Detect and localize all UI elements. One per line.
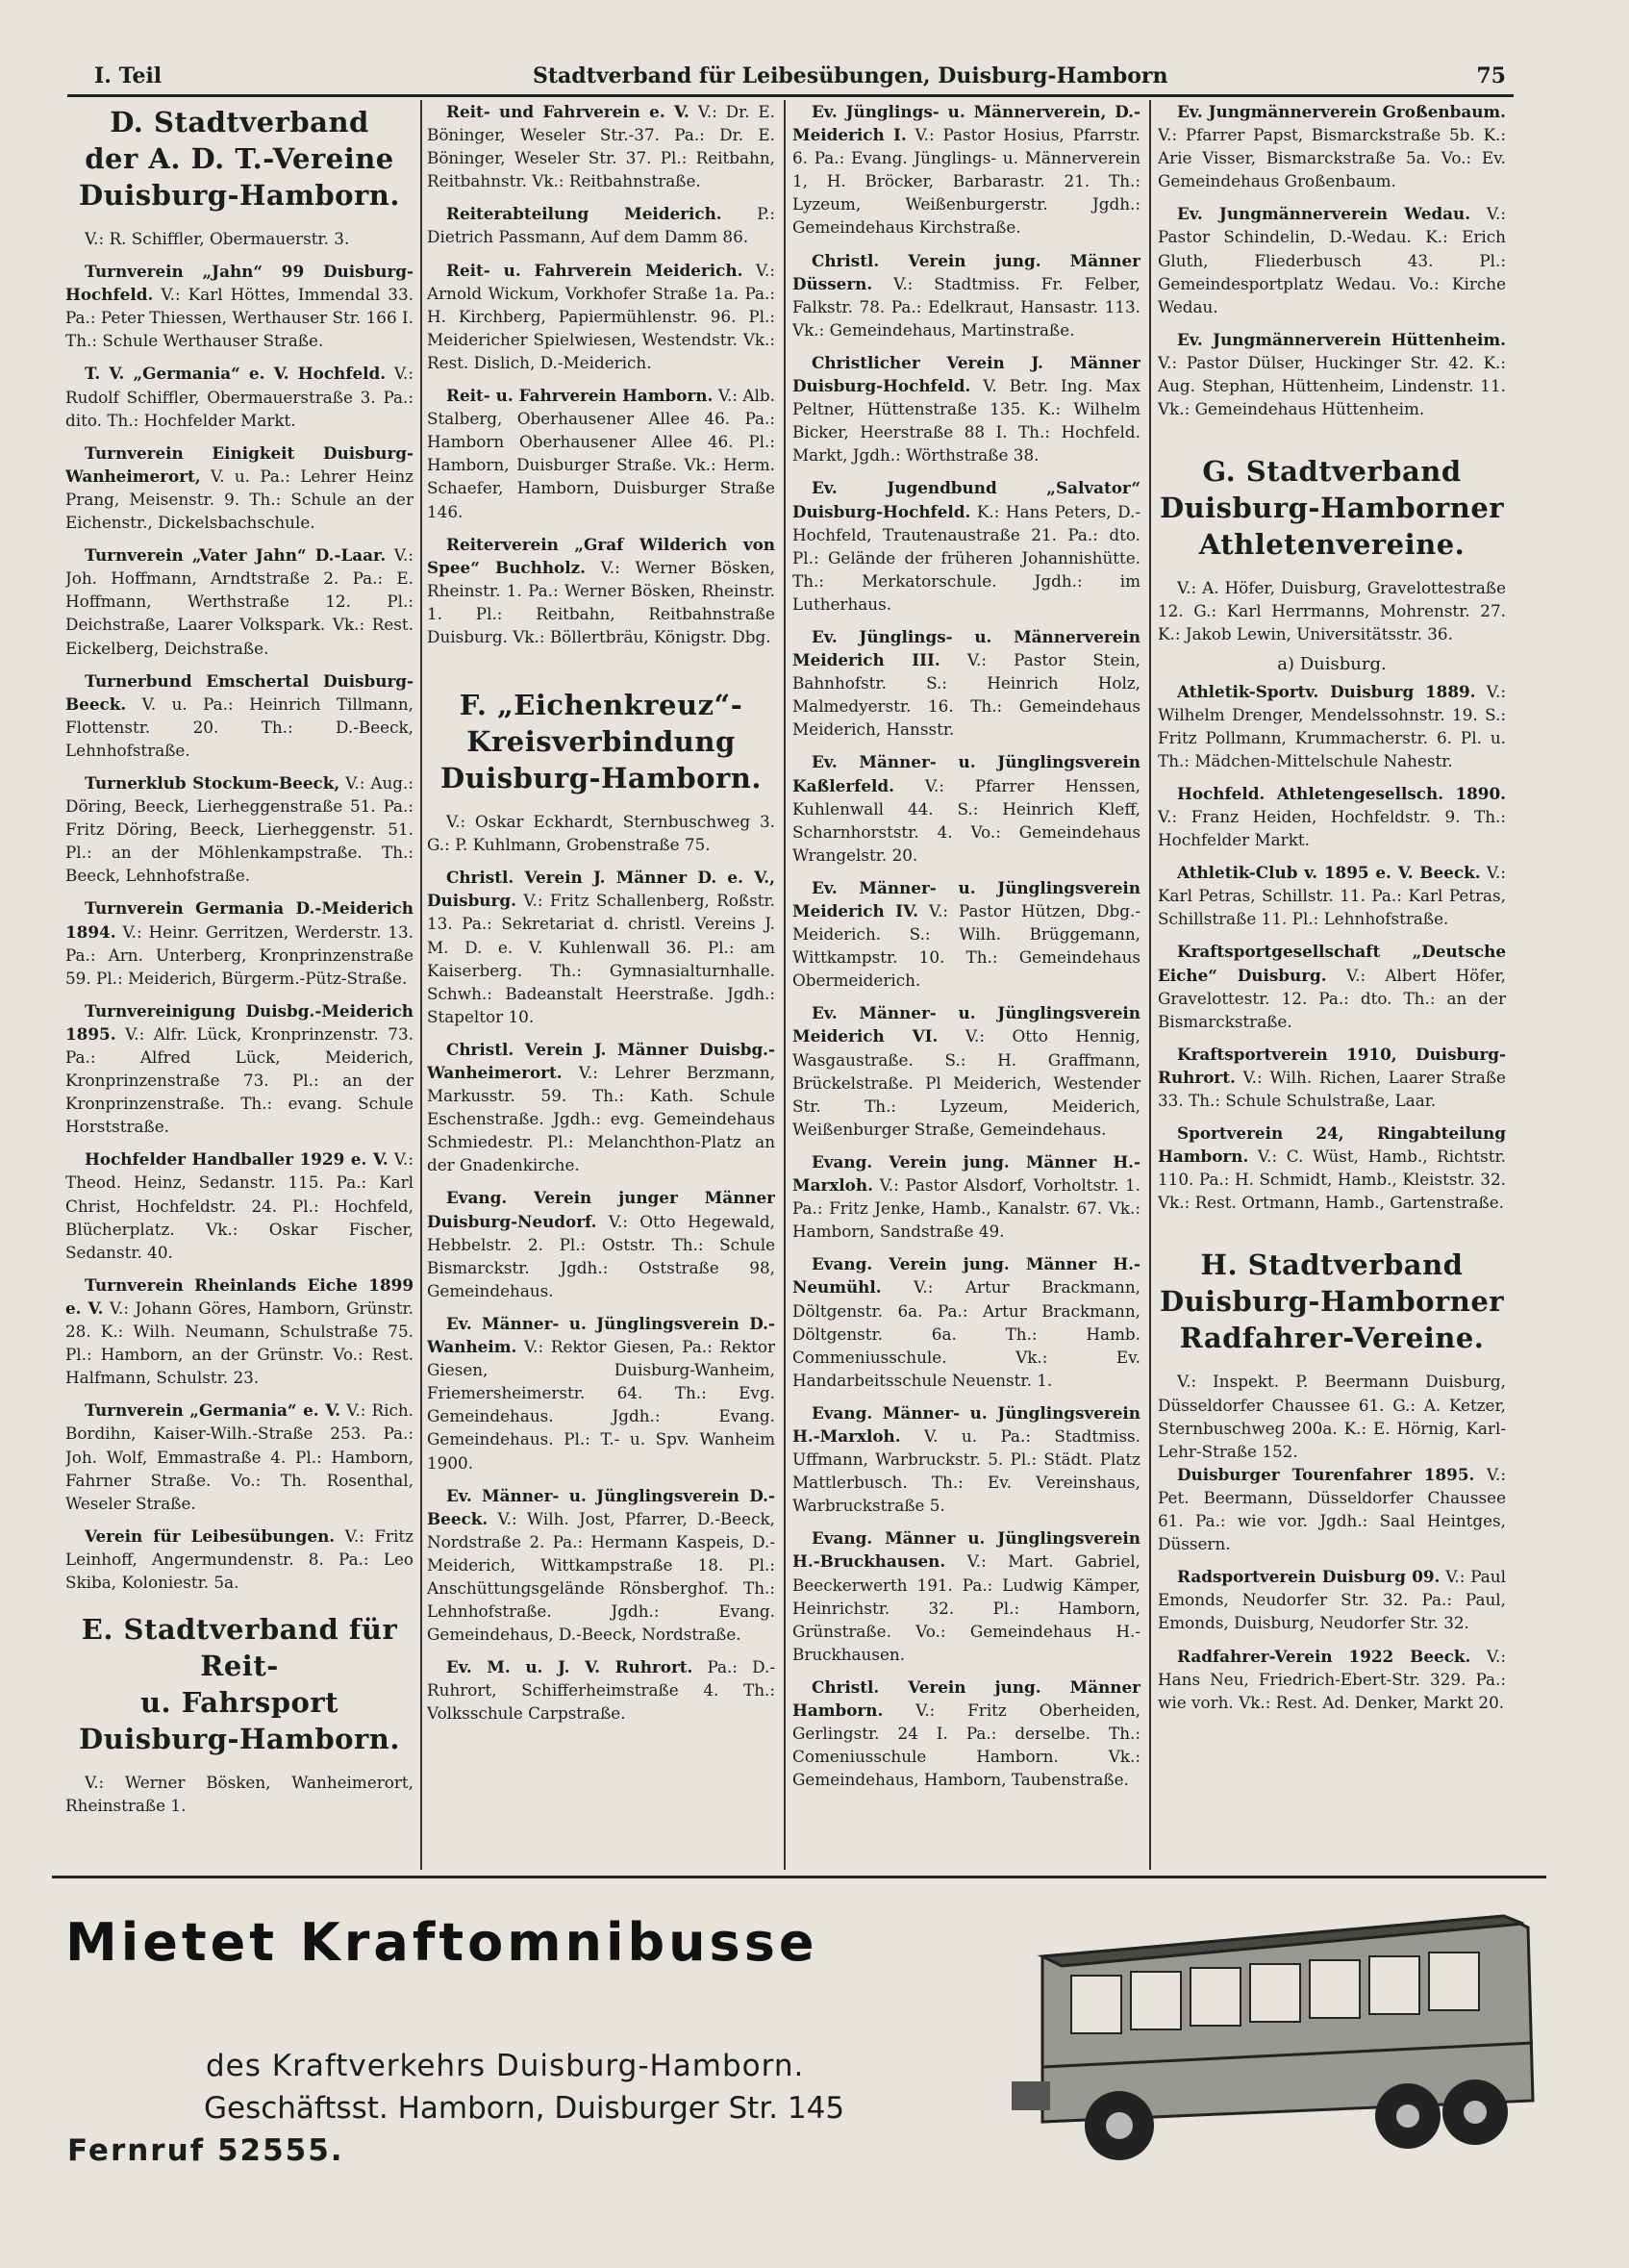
club-details: V.: Pastor Dülser, Huckinger Str. 42. K.: Aug. Stephan, Hüttenheim, Lindenstr. 11. Vk.: Gemeindehaus Hüttenheim. xyxy=(1158,352,1506,419)
section-heading-d xyxy=(65,104,414,214)
ad-title: Mietet Kraftomnibusse xyxy=(65,1912,818,1973)
club-details: V.: Pet. Beermann, Düsseldorfer Chaussee 61. Pa.: wie vor. Jgdh.: Saal Heintges, Düssern. xyxy=(1158,1464,1506,1554)
entry xyxy=(1158,100,1506,192)
club-name: Christl. Verein jung. Männer Hamborn. xyxy=(792,1676,1140,1720)
club-name: Verein für Leibesübungen. xyxy=(85,1525,336,1546)
club-name: Hochfelder Handballer 1929 e. V. xyxy=(85,1149,388,1170)
entry xyxy=(1158,1645,1506,1714)
club-name: Evang. Männer u. Jünglingsverein H.-Bruckhausen. xyxy=(792,1528,1140,1572)
club-details: V.: Rudolf Schiffler, Obermauerstraße 3. Pa.: dito. Th.: Hochfelder Markt. xyxy=(65,364,414,430)
entry xyxy=(427,384,775,523)
club-name: Radsportverein Duisburg 09. xyxy=(1177,1567,1441,1587)
entry xyxy=(427,810,775,856)
club-name: Turnerklub Stockum-Beeck, xyxy=(85,772,340,793)
club-name: Ev. Jungmännerverein Großenbaum. xyxy=(1177,102,1506,121)
club-name: Reit- u. Fahrverein Hamborn. xyxy=(446,386,714,406)
club-name: Hochfeld. Athletengesellsch. 1890. xyxy=(1177,783,1506,803)
club-name: Ev. Jünglings- u. Männerverein Meiderich III. xyxy=(792,626,1140,670)
club-name: Evang. Männer- u. Jünglingsverein H.-Marxloh. xyxy=(792,1402,1140,1446)
club-details: V.: Dr. E. Böninger, Weseler Str.-37. Pa.: Dr. E. Böninger, Weseler Str. 37. Pl.: Reitbahn, Reitbahnstr. Vk.: Reitbahnstraße. xyxy=(427,102,775,191)
club-name: Athletik-Sportv. Duisburg 1889. xyxy=(1177,681,1476,701)
club-name: Kraftsportgesellschaft „Deutsche Eiche“ Duisburg. xyxy=(1158,942,1506,985)
entry xyxy=(427,1038,775,1177)
entry xyxy=(427,866,775,1028)
club-name: Turnerbund Emschertal Duisburg-Beeck. xyxy=(65,670,414,714)
club-details: V.: Otto Hegewald, Hebbelstr. 2. Pl.: Oststr. Th.: Schule Bismarckstr. Jgdh.: Oststraße 98, Gemeindehaus. xyxy=(427,1211,775,1300)
club-details: Pa.: D.-Ruhrort, Schifferheimstraße 4. Th.: Volksschule Carpstraße. xyxy=(427,1657,775,1724)
entry-list xyxy=(65,227,414,1594)
entry xyxy=(65,669,414,762)
club-details: V. u. Pa.: Heinrich Tillmann, Flottenstr. 20. Th.: D.-Beeck, Lehnhofstraße. xyxy=(65,693,414,760)
entry xyxy=(792,1676,1140,1791)
heading-line: der A. D. T.-Vereine xyxy=(85,142,394,175)
entry xyxy=(427,1312,775,1474)
club-details: V.: Wilhelm Drenger, Mendelssohnstr. 19. S.: Fritz Pollmann, Krummacherstr. 6. Pl. u. Th.: Mädchen-Mittelschule Nahestr. xyxy=(1158,681,1506,770)
club-details: V.: Johann Göres, Hamborn, Grünstr. 28. K.: Wilh. Neumann, Schulstraße 75. Pl.: Hamborn, an der Grünstr. Vo.: Rest. Halfmann, Schulstr. 23. xyxy=(65,1298,414,1388)
section-intro: V.: Inspekt. P. Beermann Duisburg, Düsseldorfer Chaussee 61. G.: A. Ketzer, Sternbuschweg 200a. K.: E. Hörnig, Karl-Lehr-Straße 152. xyxy=(1158,1372,1506,1461)
entry xyxy=(65,896,414,989)
entry xyxy=(792,625,1140,741)
column-divider xyxy=(1149,100,1151,1870)
club-details: V. u. Pa.: Stadtmiss. Uffmann, Warbruckstr. 5. Pl.: Städt. Platz Mattlerbusch. Th.: Ev. Vereinshaus, Warbruckstraße 5. xyxy=(792,1425,1140,1516)
club-details: V. u. Pa.: Lehrer Heinz Prang, Meisenstr. 9. Th.: Schule an der Eichenstr., Dickelsbachschule. xyxy=(65,466,414,533)
heading-line: Duisburg-Hamborner xyxy=(1159,491,1505,525)
club-details: V.: Stadtmiss. Fr. Felber, Falkstr. 78. Pa.: Edelkraut, Hansastr. 113. Vk.: Gemeindehaus, Martinstraße. xyxy=(792,273,1140,340)
entry xyxy=(427,1186,775,1301)
club-details: V.: Wilh. Richen, Laarer Straße 33. Th.: Schule Schulstraße, Laar. xyxy=(1158,1067,1506,1110)
club-name: Christlicher Verein J. Männer Duisburg-Hochfeld. xyxy=(792,352,1140,396)
club-name: Duisburger Tourenfahrer 1895. xyxy=(1177,1464,1475,1484)
club-details: P.: Dietrich Passmann, Auf dem Damm 86. xyxy=(427,204,775,247)
heading-line: u. Fahrsport xyxy=(139,1686,339,1720)
entry xyxy=(427,533,775,648)
column-4 xyxy=(1158,100,1506,1849)
heading-line: Radfahrer-Vereine. xyxy=(1179,1322,1485,1355)
ad-line: des Kraftverkehrs Duisburg-Hamborn. xyxy=(206,2049,805,2083)
entry xyxy=(65,543,414,659)
section-heading-f xyxy=(427,687,775,796)
entry xyxy=(1158,861,1506,930)
entry xyxy=(65,771,414,887)
club-name: Ev. Männer- u. Jünglingsverein Meiderich VI. xyxy=(792,1003,1140,1046)
club-details: V.: Rich. Bordihn, Kaiser-Wilh.-Straße 253. Pa.: Joh. Wolf, Emmastraße 4. Pl.: Hamborn, Fahrner Straße. Vo.: Th. Rosenthal, Weseler Straße. xyxy=(65,1400,414,1513)
page-number: 75 xyxy=(1476,63,1506,88)
ad-top-rule xyxy=(52,1876,1546,1878)
heading-line: Duisburg-Hamborner xyxy=(1159,1285,1505,1319)
entry xyxy=(1158,782,1506,851)
club-name: Turnverein Germania D.-Meiderich 1894. xyxy=(65,898,414,942)
club-name: Ev. Männer- u. Jünglingsverein D.-Wanheim. xyxy=(427,1313,775,1357)
club-details: V.: Karl Petras, Schillstr. 11. Pa.: Karl Petras, Schillstraße 11. Pl.: Lehnhofstraße. xyxy=(1158,863,1506,929)
club-details: V.: Wilh. Jost, Pfarrer, D.-Beeck, Nordstraße 2. Pa.: Hermann Kaspeis, D.-Meiderich, Wittkampstraße 18. Pl.: Anschüttungsgelände Rönsberghof. Th.: Lehnhofstraße. Jgdh.: Evang. Gemeindehaus, D.-Beeck, Nordstraße. xyxy=(427,1508,775,1645)
entry-list xyxy=(427,810,775,1725)
club-name: Kraftsportverein 1910, Duisburg-Ruhrort. xyxy=(1158,1044,1506,1087)
subheading: a) Duisburg. xyxy=(1277,653,1387,674)
club-name: Turnvereinigung Duisbg.-Meiderich 1895. xyxy=(65,1000,414,1044)
entry xyxy=(1158,940,1506,1032)
club-details: V.: Fritz Oberheiden, Gerlingstr. 24 I. Pa.: derselbe. Th.: Comeniusschule Hamborn. Vk.: Gemeindehaus, Hamborn, Taubenstraße. xyxy=(792,1701,1140,1790)
club-name: Radfahrer-Verein 1922 Beeck. xyxy=(1177,1646,1471,1666)
header-title: Stadtverband für Leibesübungen, Duisburg-Hamborn xyxy=(533,63,1168,88)
club-name: Christl. Verein J. Männer D. e. V., Duisburg. xyxy=(427,868,775,911)
header-rule xyxy=(67,94,1514,97)
ad-line: Geschäftsst. Hamborn, Duisburger Str. 145 xyxy=(204,2091,845,2126)
club-name: Reit- und Fahrverein e. V. xyxy=(446,102,689,121)
entry xyxy=(792,1526,1140,1666)
heading-line: G. Stadtverband xyxy=(1202,455,1462,489)
club-details: V.: Pastor Hosius, Pfarrstr. 6. Pa.: Evang. Jünglings- u. Männerverein 1, H. Bröcker, Barbarastr. 21. Th.: Lyzeum, Weißenburgerstr. Jgdh.: Gemeindehaus Kirchstraße. xyxy=(792,125,1140,238)
ad-phone: Fernruf 52555. xyxy=(67,2133,344,2168)
entry xyxy=(792,476,1140,616)
heading-line: E. Stadtverband für Reit- xyxy=(81,1613,398,1683)
entry xyxy=(65,1147,414,1263)
club-details: V.: Pastor Schindelin, D.-Wedau. K.: Erich Gluth, Fliederbusch 43. Pl.: Gemeindesportplatz Wedau. Vo.: Kirche Wedau. xyxy=(1158,204,1506,316)
club-details: V.: Rektor Giesen, Pa.: Rektor Giesen, Duisburg-Wanheim, Friemersheimerstr. 64. Th.: Evg. Gemeindehaus. Jgdh.: Evang. Gemeindehaus. Pl.: T.- u. Spv. Wanheim 1900. xyxy=(427,1337,775,1473)
entry xyxy=(792,351,1140,466)
club-name: Sportverein 24, Ringabteilung Hamborn. xyxy=(1158,1123,1506,1167)
entry xyxy=(65,1525,414,1594)
club-details: V.: Arnold Wickum, Vorkhofer Straße 1a. Pa.: H. Kirchberg, Papiermühlenstr. 96. Pl.: Meidericher Spielwiesen, Westendstr. Vk.: Rest. Dislich, D.-Meiderich. xyxy=(427,260,775,372)
entry xyxy=(792,1150,1140,1243)
column-1 xyxy=(65,100,414,1849)
column-3 xyxy=(792,100,1140,1849)
entry xyxy=(1158,1463,1506,1555)
club-name: Turnverein Rheinlands Eiche 1899 e. V. xyxy=(65,1274,414,1318)
entry xyxy=(1158,328,1506,420)
club-name: Evang. Verein junger Männer Duisburg-Neudorf. xyxy=(427,1188,775,1231)
entry xyxy=(427,100,775,192)
entry xyxy=(792,1252,1140,1392)
section-intro: V.: A. Höfer, Duisburg, Gravelottestraße 12. G.: Karl Herrmanns, Mohrenstr. 27. K.: Jakob Lewin, Universitätsstr. 36. xyxy=(1158,578,1506,644)
entry-list xyxy=(1158,1463,1506,1714)
entry xyxy=(792,876,1140,992)
section-intro: V.: Werner Bösken, Wanheimerort, Rheinstraße 1. xyxy=(65,1773,414,1816)
club-name: Evang. Verein jung. Männer H.-Marxloh. xyxy=(792,1151,1140,1196)
club-name: Ev. Männer- u. Jünglingsverein Meiderich IV. xyxy=(792,877,1140,920)
club-name: Turnverein „Vater Jahn“ D.-Laar. xyxy=(85,545,387,566)
section-heading-g xyxy=(1158,453,1506,563)
entry-list xyxy=(1158,100,1506,420)
entry xyxy=(65,999,414,1139)
club-name: Christl. Verein jung. Männer Düssern. xyxy=(792,250,1140,293)
club-details: V.: Albert Höfer, Gravelottestr. 12. Pa.: dto. Th.: an der Bismarckstraße. xyxy=(1158,965,1506,1031)
club-details: V.: Alfr. Lück, Kronprinzenstr. 73. Pa.: Alfred Lück, Meiderich, Kronprinzenstraße 73. Pl.: an der Kronprinzenstraße. Th.: evang. Schule Horststraße. xyxy=(65,1023,414,1137)
club-name: Athletik-Club v. 1895 e. V. Beeck. xyxy=(1177,863,1481,883)
club-details: V.: Fritz Leinhoff, Angermundenstr. 8. Pa.: Leo Skiba, Koloniestr. 5a. xyxy=(65,1525,414,1592)
club-details: V.: Mart. Gabriel, Beeckerwerth 191. Pa.: Ludwig Kämper, Heinrichstr. 32. Pl.: Hamborn, Grünstraße. Vo.: Gemeindehaus H.-Bruckhausen. xyxy=(792,1551,1140,1664)
club-name: T. V. „Germania“ e. V. Hochfeld. xyxy=(85,364,387,384)
club-name: Reiterabteilung Meiderich. xyxy=(446,204,722,224)
heading-line: Duisburg-Hamborn. xyxy=(79,179,400,212)
club-details: V.: Pfarrer Henssen, Kuhlenwall 44. S.: Heinrich Kleff, Scharnhorststr. 4. Vo.: Gemeindehaus Wrangelstr. 20. xyxy=(792,775,1140,865)
club-details: V.: Fritz Schallenberg, Roßstr. 13. Pa.: Sekretariat d. christl. Vereins J. M. D. e. V. Kuhlenwall 36. Pl.: am Kaiserberg. Th.: Gymnasialturnhalle. Schwh.: Badeanstalt Heerstraße. Jgdh.: Stapeltor 10. xyxy=(427,891,775,1026)
club-name: Ev. Jünglings- u. Männerverein, D.-Meiderich I. xyxy=(792,102,1140,145)
club-details: V.: C. Wüst, Hamb., Richtstr. 110. Pa.: H. Schmidt, Hamb., Kleiststr. 32. Vk.: Rest. Ortmann, Hamb., Gartenstraße. xyxy=(1158,1147,1506,1213)
heading-line: Athletenvereine. xyxy=(1198,528,1466,562)
heading-line: H. Stadtverband xyxy=(1200,1248,1464,1282)
entry xyxy=(65,260,414,352)
entry xyxy=(792,100,1140,239)
entry-list xyxy=(792,100,1140,1791)
club-details: V.: Werner Bösken, Rheinstr. 1. Pa.: Werner Bösken, Rheinstr. 1. Pl.: Reitbahn, Reitbahnstraße Duisburg. Vk.: Böllertbräu, Königstr. Dbg. xyxy=(427,557,775,646)
club-details: V.: Oskar Eckhardt, Sternbuschweg 3. G.: P. Kuhlmann, Grobenstraße 75. xyxy=(427,812,775,855)
entry xyxy=(427,202,775,248)
entry xyxy=(427,259,775,374)
club-details: V.: Lehrer Berzmann, Markusstr. 59. Th.: Kath. Schule Eschenstraße. Jgdh.: evg. Gemeindehaus Schmiedestr. Pl.: Melanchthon-Platz an der Gnadenkirche. xyxy=(427,1063,775,1175)
club-details: V.: Hans Neu, Friedrich-Ebert-Str. 329. Pa.: wie vorh. Vk.: Rest. Ad. Denker, Markt 20. xyxy=(1158,1646,1506,1712)
club-details: V.: Otto Hennig, Wasgaustraße. S.: H. Graffmann, Brückelstraße. Pl Meiderich, Westender Str. Th.: Lyzeum, Meiderich, Weißenburger Straße, Gemeindehaus. xyxy=(792,1026,1140,1139)
club-name: Turnverein Einigkeit Duisburg-Wanheimerort, xyxy=(65,442,414,486)
entry-list xyxy=(427,100,775,648)
club-name: Evang. Verein jung. Männer H.-Neumühl. xyxy=(792,1254,1140,1298)
club-details: V.: Artur Brackmann, Döltgenstr. 6a. Pa.: Artur Brackmann, Döltgenstr. 6a. Th.: Hamb. Commeniusschule. Vk.: Ev. Handarbeitsschule Neuenstr. 1. xyxy=(792,1277,1140,1390)
entry xyxy=(65,362,414,431)
entry xyxy=(1158,1043,1506,1112)
section-heading-h xyxy=(1158,1247,1506,1356)
entry xyxy=(792,750,1140,866)
heading-line: Duisburg-Hamborn. xyxy=(440,762,762,795)
club-details: V.: Franz Heiden, Hochfeldstr. 9. Th.: Hochfelder Markt. xyxy=(1158,806,1506,850)
entry-list xyxy=(1158,680,1506,1215)
column-2 xyxy=(427,100,775,1849)
club-details: V.: Joh. Hoffmann, Arndtstraße 2. Pa.: E. Hoffmann, Werthstraße 12. Pl.: Deichstraße, Laarer Volkspark. Vk.: Rest. Eickelberg, Deichstraße. xyxy=(65,545,414,658)
bus-icon xyxy=(1004,1899,1562,2174)
club-name: Ev. Jugendbund „Salvator“ Duisburg-Hochfeld. xyxy=(792,478,1140,521)
entry xyxy=(792,249,1140,341)
club-name: Ev. Männer- u. Jünglingsverein Kaßlerfeld. xyxy=(792,752,1140,795)
entry xyxy=(65,441,414,534)
club-name: Turnverein „Jahn“ 99 Duisburg-Hochfeld. xyxy=(65,262,414,305)
club-details: K.: Hans Peters, D.-Hochfeld, Trautenaustraße 21. Pa.: dto. Pl.: Gelände der früheren Johannishütte. Th.: Merkatorschule. Jgdh.: im Lutherhaus. xyxy=(792,501,1140,614)
entry xyxy=(1158,680,1506,772)
club-details: V. Betr. Ing. Max Peltner, Hüttenstraße 135. K.: Wilhelm Bicker, Heerstraße 88 I. Th.: Hochfeld. Markt, Jgdh.: Wörthstraße 38. xyxy=(792,376,1140,466)
column-divider xyxy=(784,100,786,1870)
club-name: Ev. Jungmännerverein Hüttenheim. xyxy=(1177,329,1506,349)
club-details: V.: Pastor Alsdorf, Vorholtstr. 1. Pa.: Fritz Jenke, Hamb., Kanalstr. 67. Vk.: Hamborn, Sandstraße 49. xyxy=(792,1175,1140,1242)
club-details: V.: Pastor Stein, Bahnhofstr. S.: Heinrich Holz, Malmedyerstr. 16. Th.: Gemeindehaus Meiderich, Hansstr. xyxy=(792,650,1140,740)
club-details: V.: Aug.: Döring, Beeck, Lierheggenstraße 51. Pa.: Fritz Döring, Beeck, Lierheggenstr. 51. Pl.: an der Möhlenkampstraße. Th.: Beeck, Lehnhofstraße. xyxy=(65,772,414,886)
entry xyxy=(792,1401,1140,1517)
heading-line: D. Stadtverband xyxy=(110,106,369,139)
club-details: V.: R. Schiffler, Obermauerstr. 3. xyxy=(85,229,350,248)
advertisement xyxy=(52,1893,1546,2174)
entry xyxy=(427,1655,775,1725)
club-name: Turnverein „Germania“ e. V. xyxy=(85,1400,341,1421)
entry xyxy=(65,1399,414,1514)
section-heading-e xyxy=(65,1611,414,1757)
club-details: V.: Paul Emonds, Neudorfer Str. 32. Pa.: Paul, Emonds, Duisburg, Neudorfer Str. 32. xyxy=(1158,1567,1506,1633)
page-header xyxy=(92,56,1506,94)
club-details: V.: Pastor Hützen, Dbg.-Meiderich. S.: Wilh. Brüggemann, Wittkampstr. 10. Th.: Gemeindehaus Obermeiderich. xyxy=(792,901,1140,991)
entry xyxy=(65,1273,414,1389)
column-divider xyxy=(420,100,422,1870)
club-details: V.: Pfarrer Papst, Bismarckstraße 5b. K.: Arie Visser, Bismarckstraße 5a. Vo.: Ev. Gemeindehaus Großenbaum. xyxy=(1158,125,1506,191)
entry xyxy=(792,1001,1140,1141)
club-details: V.: Alb. Stalberg, Oberhausener Allee 46. Pa.: Hamborn Oberhausener Allee 46. Pl.: Hamborn, Duisburger Straße. Vk.: Herm. Schaefer, Hamborn, Duisburger Straße 146. xyxy=(427,386,775,521)
entry xyxy=(1158,1121,1506,1214)
club-name: Ev. M. u. J. V. Ruhrort. xyxy=(446,1657,693,1677)
club-details: V.: Heinr. Gerritzen, Werderstr. 13. Pa.: Arn. Unterberg, Kronprinzenstraße 59. Pl.: Meiderich, Bürgerm.-Pütz-Straße. xyxy=(65,921,414,988)
entry xyxy=(1158,1565,1506,1634)
heading-line: Duisburg-Hamborn. xyxy=(79,1723,400,1756)
entry xyxy=(1158,202,1506,317)
club-details: V.: Theod. Heinz, Sedanstr. 115. Pa.: Karl Christ, Hochfeldstr. 24. Pl.: Hochfeld, Blücherplatz. Vk.: Oskar Fischer, Sedanstr. 40. xyxy=(65,1149,414,1262)
entry xyxy=(65,227,414,250)
club-name: Reiterverein „Graf Wilderich von Spee“ Buchholz. xyxy=(427,534,775,577)
club-name: Reit- u. Fahrverein Meiderich. xyxy=(446,260,743,280)
club-name: Ev. Jungmännerverein Wedau. xyxy=(1177,204,1471,224)
club-name: Christl. Verein J. Männer Duisbg.-Wanheimerort. xyxy=(427,1039,775,1082)
header-part: I. Teil xyxy=(94,63,163,88)
entry xyxy=(427,1484,775,1647)
heading-line: Kreisverbindung xyxy=(466,725,736,759)
heading-line: F. „Eichenkreuz“- xyxy=(459,689,743,722)
club-details: V.: Karl Höttes, Immendal 33. Pa.: Peter Thiessen, Werthauser Str. 166 I. Th.: Schule Werthauser Straße. xyxy=(65,285,414,351)
club-name: Ev. Männer- u. Jünglingsverein D.-Beeck. xyxy=(427,1485,775,1528)
